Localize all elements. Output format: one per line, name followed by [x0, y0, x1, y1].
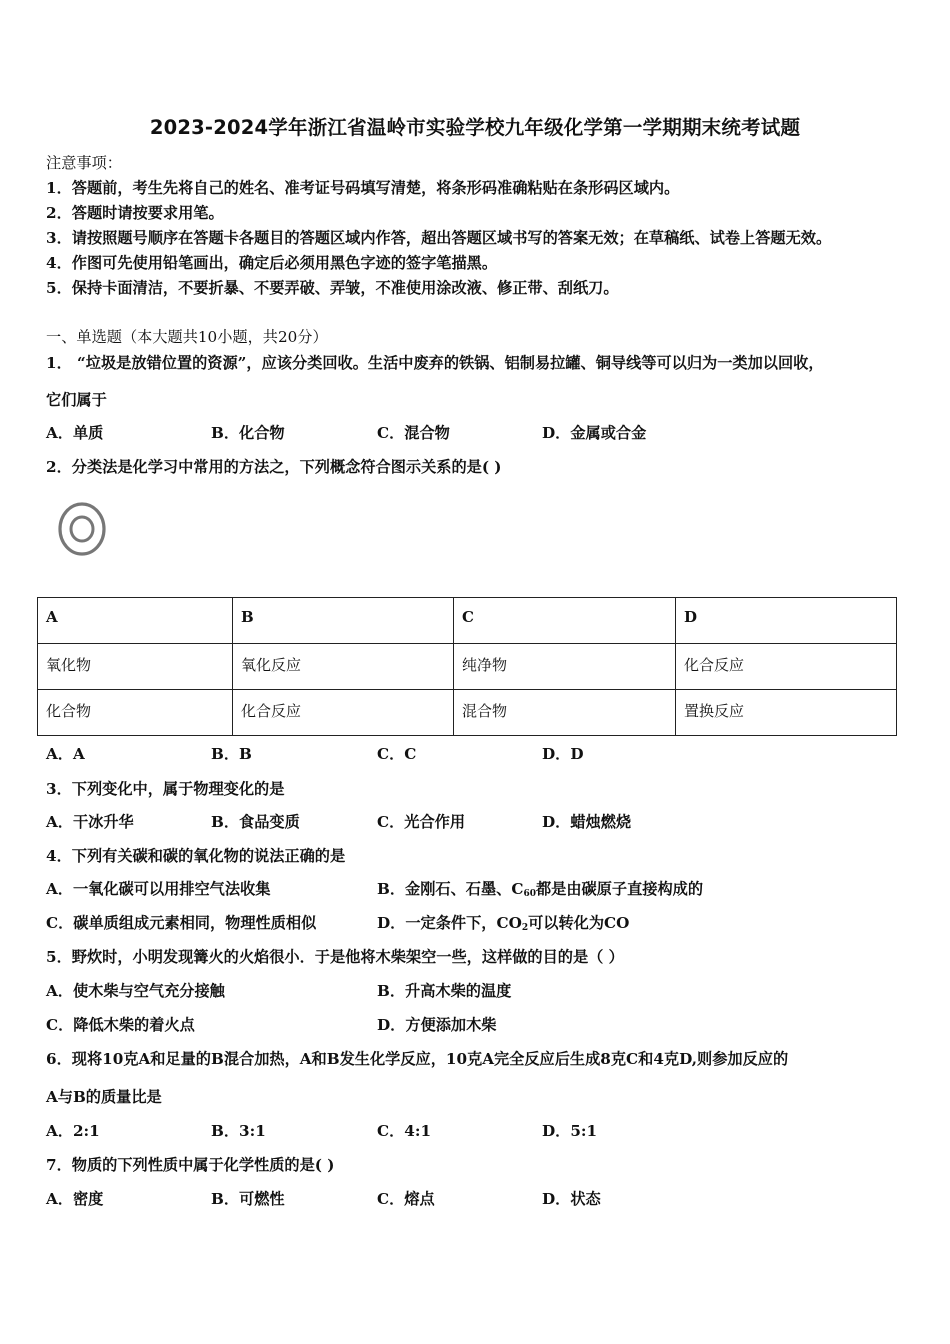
q4-option-c[interactable]: C．碳单质组成元素相同，物理性质相似 — [46, 914, 317, 932]
table-header-cell: C — [454, 598, 676, 644]
question-4-stem: 4．下列有关碳和碳的氧化物的说法正确的是 — [46, 847, 346, 865]
q4-option-b-text-rest: 都是由碳原子直接构成的 — [535, 880, 704, 898]
table-header-cell: D — [676, 598, 897, 644]
q6-option-c[interactable]: C．4:1 — [377, 1122, 432, 1140]
q3-option-a[interactable]: A．干冰升华 — [46, 813, 134, 831]
section-heading: 一、单选题（本大题共10小题，共20分） — [46, 328, 328, 346]
q2-option-d[interactable]: D．D — [542, 745, 584, 763]
q1-option-c[interactable]: C．混合物 — [377, 424, 450, 442]
table-cell: 置换反应 — [676, 690, 897, 736]
table-cell: 氧化物 — [38, 644, 233, 690]
q2-option-c[interactable]: C．C — [377, 745, 417, 763]
table-cell: 化合物 — [38, 690, 233, 736]
table-header-row — [38, 598, 897, 644]
table-cell: 氧化反应 — [233, 644, 454, 690]
q4-option-a[interactable]: A．一氧化碳可以用排空气法收集 — [46, 880, 271, 898]
notice-item: 1．答题前，考生先将自己的姓名、准考证号码填写清楚，将条形码准确粘贴在条形码区域内。 — [46, 179, 680, 197]
q2-option-b[interactable]: B．B — [211, 745, 252, 763]
question-6-stem: 6．现将10克A和足量的B混合加热，A和B发生化学反应，10克A完全反应后生成8克C和4克D,则参加反应的 — [46, 1050, 789, 1068]
q7-option-a[interactable]: A．密度 — [46, 1190, 104, 1208]
q4-option-d[interactable] — [377, 912, 629, 933]
notice-item: 5．保持卡面清洁，不要折暴、不要弄破、弄皱，不准使用涂改液、修正带、刮纸刀。 — [46, 279, 619, 297]
q3-option-d[interactable]: D．蜡烛燃烧 — [542, 813, 632, 831]
page-title: 2023-2024学年浙江省温岭市实验学校九年级化学第一学期期末统考试题 — [149, 116, 801, 139]
q1-option-a[interactable]: A．单质 — [46, 424, 104, 442]
q5-option-d[interactable]: D．方便添加木柴 — [377, 1016, 497, 1034]
q7-option-d[interactable]: D．状态 — [542, 1190, 601, 1208]
table-row — [38, 644, 897, 690]
question-5-stem: 5．野炊时，小明发现篝火的火焰很小．于是他将木柴架空一些，这样做的目的是（ ） — [46, 948, 624, 966]
q4-option-b-text: B．金刚石、石墨、C — [377, 880, 524, 898]
q1-option-d[interactable]: D．金属或合金 — [542, 424, 647, 442]
q7-option-b[interactable]: B．可燃性 — [211, 1190, 285, 1208]
q4-option-b[interactable] — [377, 878, 703, 899]
table-cell: 混合物 — [454, 690, 676, 736]
table-header-cell: B — [233, 598, 454, 644]
table-cell: 化合反应 — [233, 690, 454, 736]
q2-option-a[interactable]: A．A — [46, 745, 85, 763]
q1-option-b[interactable]: B．化合物 — [211, 424, 285, 442]
question-1-stem: 1． “垃圾是放错位置的资源”，应该分类回收。生活中废弃的铁锅、铝制易拉罐、铜导线等可以归为一类加以回收， — [46, 354, 824, 372]
q5-option-a[interactable]: A．使木柴与空气充分接触 — [46, 982, 225, 1000]
q4-option-d-text-rest: 可以转化为CO — [528, 914, 630, 932]
q6-option-a[interactable]: A．2:1 — [46, 1122, 100, 1140]
notice-item: 4．作图可先使用铅笔画出，确定后必须用黑色字迹的签字笔描黑。 — [46, 254, 498, 272]
table-header-cell: A — [38, 598, 233, 644]
q7-option-c[interactable]: C．熔点 — [377, 1190, 435, 1208]
question-3-stem: 3．下列变化中，属于物理变化的是 — [46, 780, 285, 798]
table-cell: 化合反应 — [676, 644, 897, 690]
concentric-circles-icon — [57, 500, 109, 558]
notice-item: 2．答题时请按要求用笔。 — [46, 204, 224, 222]
question-6-stem-cont: A与B的质量比是 — [46, 1088, 162, 1106]
notice-heading: 注意事项： — [46, 154, 122, 172]
table-cell: 纯净物 — [454, 644, 676, 690]
question-1-stem-cont: 它们属于 — [46, 391, 107, 409]
q4-option-d-subscript: 2 — [521, 923, 529, 933]
q4-option-d-text: D．一定条件下，CO — [377, 914, 522, 932]
q6-option-b[interactable]: B．3:1 — [211, 1122, 266, 1140]
q3-option-c[interactable]: C．光合作用 — [377, 813, 466, 831]
q5-option-b[interactable]: B．升高木柴的温度 — [377, 982, 512, 1000]
table-row — [38, 690, 897, 736]
q5-option-c[interactable]: C．降低木柴的着火点 — [46, 1016, 195, 1034]
question-2-stem: 2．分类法是化学习中常用的方法之，下列概念符合图示关系的是( ) — [46, 458, 502, 476]
q3-option-b[interactable]: B．食品变质 — [211, 813, 300, 831]
q4-option-b-subscript: 60 — [523, 889, 536, 899]
q6-option-d[interactable]: D．5:1 — [542, 1122, 598, 1140]
question-7-stem: 7．物质的下列性质中属于化学性质的是( ) — [46, 1156, 335, 1174]
notice-item: 3．请按照题号顺序在答题卡各题目的答题区域内作答，超出答题区域书写的答案无效；在草稿纸、试卷上答题无效。 — [46, 229, 832, 247]
concept-table — [37, 597, 897, 736]
